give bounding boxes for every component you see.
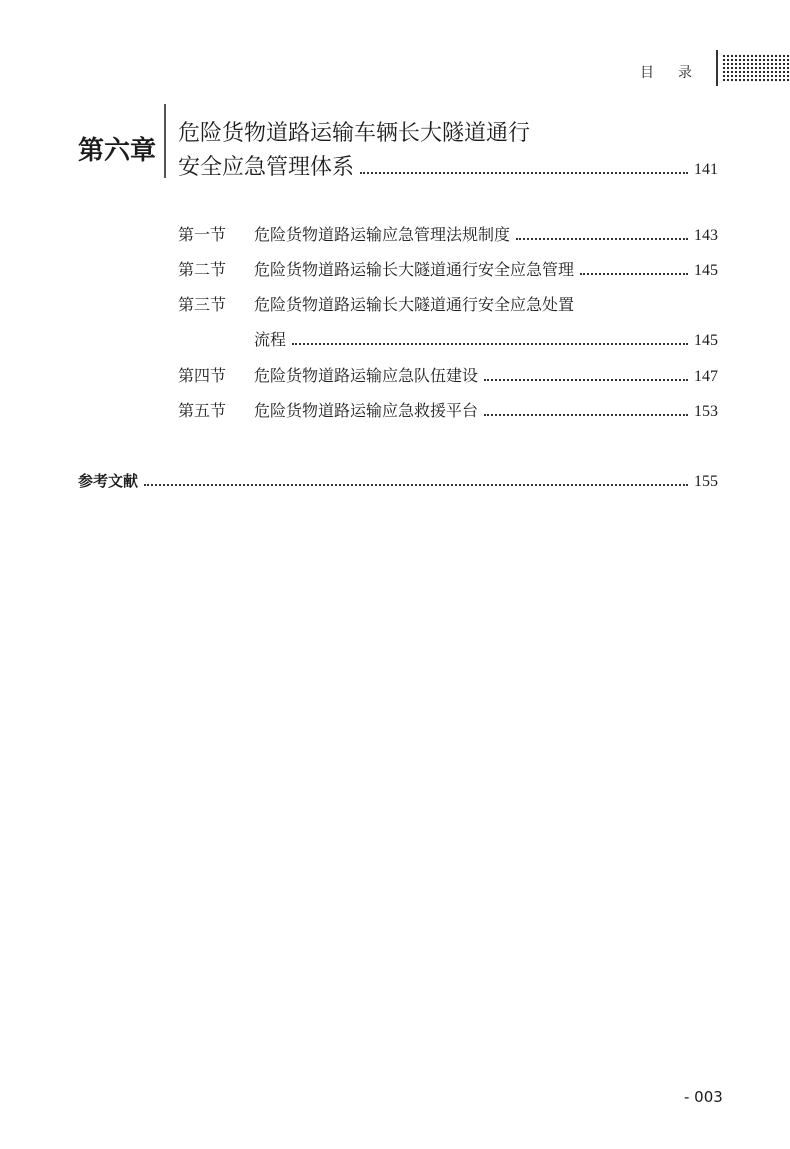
dot-leader xyxy=(484,414,688,416)
section-title: 危险货物道路运输应急队伍建设 xyxy=(254,366,479,385)
dot-leader xyxy=(580,273,688,275)
chapter-title-line-1[interactable]: 危险货物道路运输车辆长大隧道通行 xyxy=(178,121,531,146)
page-number: - 003 xyxy=(684,1088,723,1106)
toc-entry-section-4[interactable] xyxy=(178,363,718,385)
chapter-title-line-2: 安全应急管理体系 xyxy=(178,155,355,180)
references-page-number: 155 xyxy=(694,473,718,490)
section-page-number: 145 xyxy=(694,262,718,279)
section-label: 第二节 xyxy=(178,260,227,279)
section-label: 第五节 xyxy=(178,401,227,420)
header-dot-pattern xyxy=(722,54,790,82)
section-label: 第三节 xyxy=(178,295,227,314)
dot-leader xyxy=(516,238,688,240)
section-page-number: 143 xyxy=(694,227,718,244)
toc-entry-section-5[interactable] xyxy=(178,398,718,420)
dot-leader xyxy=(360,172,688,174)
header-char-2: 录 xyxy=(678,65,692,81)
section-title: 危险货物道路运输长大隧道通行安全应急处置 xyxy=(254,295,575,314)
section-title: 危险货物道路运输长大隧道通行安全应急管理 xyxy=(254,260,575,279)
section-page-number: 147 xyxy=(694,368,718,385)
header-char-1: 目 xyxy=(640,65,654,81)
dot-leader xyxy=(144,484,688,486)
dot-leader xyxy=(292,343,688,345)
section-label: 第一节 xyxy=(178,225,227,244)
toc-entry-section-1[interactable] xyxy=(178,222,718,244)
chapter-title-line-2-row[interactable] xyxy=(178,150,718,178)
dot-leader xyxy=(484,379,688,381)
section-title: 危险货物道路运输应急救援平台 xyxy=(254,401,479,420)
section-title: 危险货物道路运输应急管理法规制度 xyxy=(254,225,511,244)
references-label: 参考文献 xyxy=(78,472,139,490)
toc-entry-section-2[interactable] xyxy=(178,257,718,279)
header-divider xyxy=(716,50,718,86)
chapter-page-number: 141 xyxy=(694,161,718,178)
running-header-title xyxy=(640,62,692,82)
toc-entry-section-3[interactable] xyxy=(178,292,718,314)
toc-entry-section-3-continuation[interactable] xyxy=(254,327,718,349)
toc-entry-references[interactable] xyxy=(78,470,718,492)
chapter-divider xyxy=(164,104,166,178)
section-title-continuation: 流程 xyxy=(254,330,287,349)
section-page-number: 153 xyxy=(694,403,718,420)
section-page-number: 145 xyxy=(694,332,718,349)
chapter-label: 第六章 xyxy=(78,136,157,166)
section-label: 第四节 xyxy=(178,366,227,385)
